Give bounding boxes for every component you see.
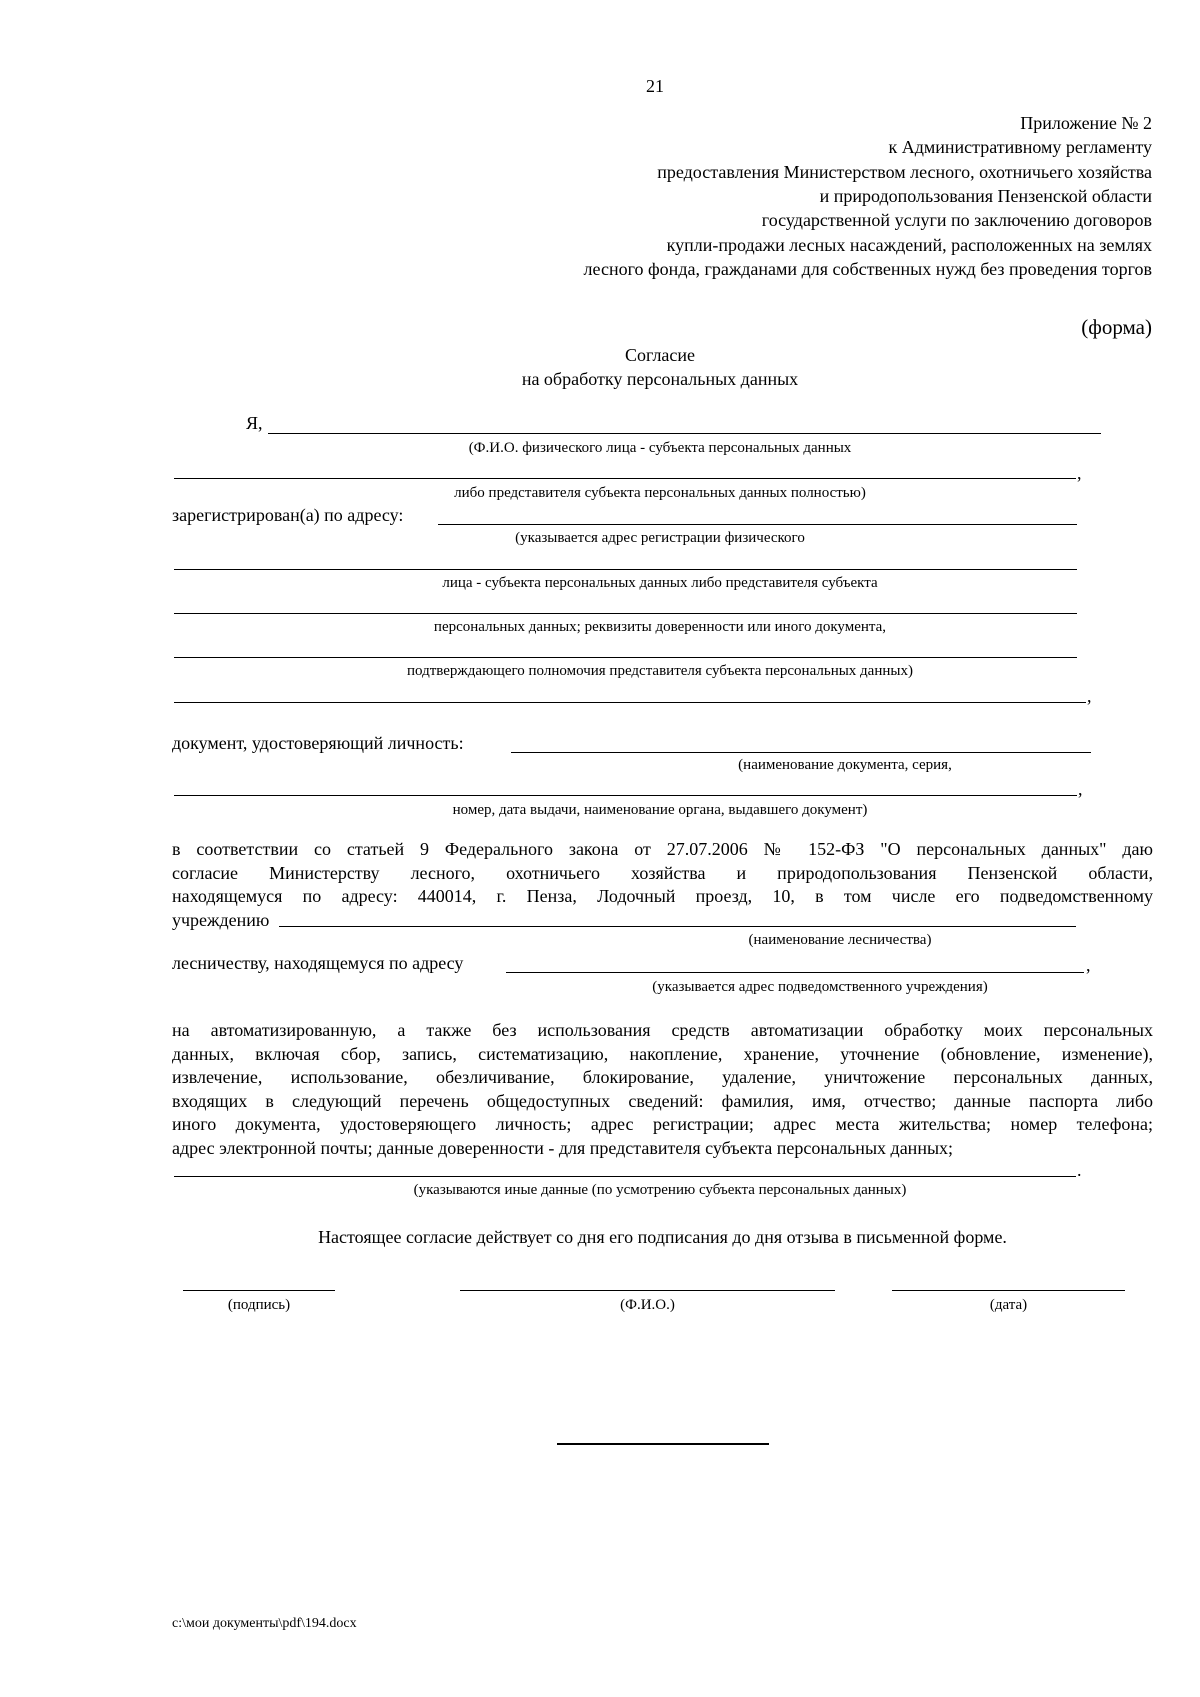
fio-signature-line[interactable] (460, 1290, 835, 1291)
fio-hint: (Ф.И.О. физического лица - субъекта персональных данных (468, 440, 852, 456)
consent-line: находящемуся по адресу: 440014, г. Пенза, Лодочный проезд, 10, в том числе его подведомственному (172, 886, 1153, 906)
footer-file-path: c:\мои документы\pdf\194.docx (172, 1616, 357, 1631)
header-line: государственной услуги по заключению договоров (761, 210, 1152, 230)
comma: , (1078, 779, 1083, 799)
forestry-hint: (наименование лесничества) (748, 932, 932, 948)
reg-hint: подтверждающего полномочия представителя субъекта персональных данных) (407, 663, 913, 679)
fio-input-line[interactable] (268, 433, 1101, 434)
reg-input-line-3[interactable] (174, 613, 1077, 614)
reg-input-line-5[interactable] (174, 702, 1086, 703)
validity-statement: Настоящее согласие действует со дня его подписания до дня отзыва в письменной форме. (318, 1227, 1007, 1247)
reg-input-line[interactable] (438, 524, 1077, 525)
date-hint: (дата) (989, 1297, 1028, 1313)
consent-line: в соответствии со статьей 9 Федерального закона от 27.07.2006 № 152-ФЗ "О персональных данных" даю (172, 839, 1153, 859)
consent-line: учреждению (172, 909, 270, 930)
reg-hint: лица - субъекта персональных данных либо представителя субъекта (442, 575, 878, 591)
date-line[interactable] (892, 1290, 1125, 1291)
closing-rule (557, 1443, 769, 1445)
header-line: Приложение № 2 (1020, 113, 1152, 133)
header-line: лесного фонда, гражданами для собственных нужд без проведения торгов (583, 259, 1152, 279)
comma: , (1077, 463, 1082, 483)
reg-hint: персональных данных; реквизиты доверенности или иного документа, (433, 619, 887, 635)
form-label: (форма) (1081, 315, 1152, 339)
fio-input-line-2[interactable] (174, 478, 1076, 479)
header-line: купли-продажи лесных насаждений, расположенных на землях (666, 235, 1152, 255)
fio-signature-hint: (Ф.И.О.) (620, 1297, 675, 1313)
forestry-addr-input-line[interactable] (506, 972, 1084, 973)
document-subtitle: на обработку персональных данных (521, 369, 799, 389)
header-line: и природопользования Пензенской области (819, 186, 1152, 206)
processing-line: входящих в следующий перечень общедоступных сведений: фамилия, имя, отчество; данные паспорта либо (172, 1090, 1153, 1111)
processing-line: адрес электронной почты; данные доверенности - для представителя субъекта персональных данных; (172, 1137, 954, 1158)
consent-line: согласие Министерству лесного, охотничьего хозяйства и природопользования Пензенской области, (172, 862, 1153, 883)
forestry-label: лесничеству, находящемуся по адресу (172, 953, 464, 973)
consent-paragraph (172, 838, 1153, 932)
header-line: к Административному регламенту (888, 137, 1152, 157)
fio-hint-2: либо представителя субъекта персональных данных полностью) (454, 485, 866, 501)
processing-paragraph (172, 1019, 1153, 1160)
forestry-addr-hint: (указывается адрес подведомственного учреждения) (652, 979, 988, 995)
other-data-input-line[interactable] (174, 1176, 1076, 1177)
period: . (1077, 1160, 1082, 1180)
doc-hint: номер, дата выдачи, наименование органа, выдавшего документ) (452, 802, 868, 818)
processing-line: на автоматизированную, а также без использования средств автоматизации обработку моих персональных (172, 1020, 1153, 1040)
comma: , (1086, 955, 1091, 975)
processing-line: данных, включая сбор, запись, систематизацию, накопление, хранение, уточнение (обновление, изменение), (172, 1043, 1153, 1064)
reg-input-line-4[interactable] (174, 657, 1077, 658)
doc-input-line[interactable] (511, 752, 1091, 753)
doc-input-line-2[interactable] (174, 795, 1077, 796)
doc-hint: (наименование документа, серия, (738, 757, 952, 773)
comma: , (1087, 686, 1092, 706)
forestry-name-input-line[interactable] (279, 926, 1076, 927)
reg-input-line-2[interactable] (174, 569, 1077, 570)
page-number: 21 (646, 76, 664, 96)
signature-line[interactable] (183, 1290, 335, 1291)
reg-label: зарегистрирован(а) по адресу: (172, 505, 404, 525)
processing-line: иного документа, удостоверяющего личность; адрес регистрации; адрес места жительства; номер телефона; (172, 1114, 1153, 1134)
ya-prefix: Я, (246, 413, 263, 433)
reg-hint: (указывается адрес регистрации физического (515, 530, 805, 546)
doc-label: документ, удостоверяющий личность: (172, 733, 464, 753)
processing-line: извлечение, использование, обезличивание, блокирование, удаление, уничтожение персональных данных, (172, 1067, 1153, 1087)
document-title: Согласие (624, 345, 696, 365)
signature-hint: (подпись) (227, 1297, 291, 1313)
other-data-hint: (указываются иные данные (по усмотрению субъекта персональных данных) (413, 1182, 907, 1198)
header-line: предоставления Министерством лесного, охотничьего хозяйства (657, 162, 1152, 182)
